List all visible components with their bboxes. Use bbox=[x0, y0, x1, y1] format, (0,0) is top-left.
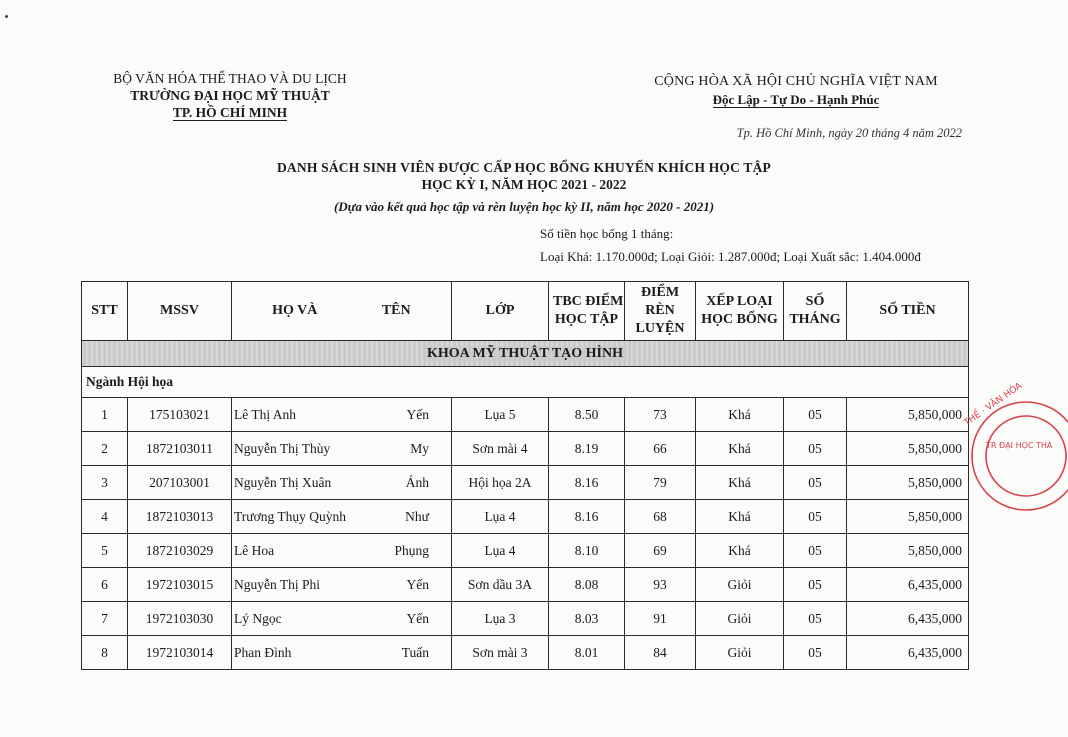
seal-inner-text: TR ĐẠI HỌC THÀ bbox=[986, 441, 1053, 450]
cell-stt: 3 bbox=[82, 466, 128, 500]
cell-tbc: 8.19 bbox=[549, 432, 625, 466]
cell-ho: Lê Thị Anh bbox=[232, 398, 360, 432]
cell-thang: 05 bbox=[784, 432, 847, 466]
cell-thang: 05 bbox=[784, 568, 847, 602]
cell-tien: 6,435,000 bbox=[847, 602, 969, 636]
university-name: TRƯỜNG ĐẠI HỌC MỸ THUẬT bbox=[130, 88, 330, 103]
scholarship-rates: Loại Khá: 1.170.000đ; Loại Giỏi: 1.287.000đ; Loại Xuất sắc: 1.404.000đ bbox=[540, 249, 921, 264]
cell-ho: Lê Hoa bbox=[232, 534, 360, 568]
cell-lop: Lụa 4 bbox=[452, 534, 549, 568]
cell-tbc: 8.16 bbox=[549, 466, 625, 500]
cell-tbc: 8.50 bbox=[549, 398, 625, 432]
col-mssv: MSSV bbox=[128, 282, 232, 341]
cell-stt: 5 bbox=[82, 534, 128, 568]
cell-xep: Khá bbox=[696, 466, 784, 500]
cell-ten: Phụng bbox=[360, 534, 452, 568]
cell-tien: 5,850,000 bbox=[847, 432, 969, 466]
cell-ho: Nguyễn Thị Phi bbox=[232, 568, 360, 602]
cell-mssv: 1872103011 bbox=[128, 432, 232, 466]
cell-ho: Trương Thụy Quỳnh bbox=[232, 500, 360, 534]
cell-thang: 05 bbox=[784, 602, 847, 636]
cell-xep: Khá bbox=[696, 500, 784, 534]
cell-tbc: 8.10 bbox=[549, 534, 625, 568]
major-name: Ngành Hội họa bbox=[82, 367, 969, 398]
cell-ten: My bbox=[360, 432, 452, 466]
table-row bbox=[82, 432, 969, 466]
cell-ten: Tuấn bbox=[360, 636, 452, 670]
cell-lop: Lụa 3 bbox=[452, 602, 549, 636]
cell-stt: 4 bbox=[82, 500, 128, 534]
col-ren-luyen: ĐIỂM RÈN LUYỆN bbox=[625, 282, 696, 341]
semester-title: HỌC KỲ I, NĂM HỌC 2021 - 2022 bbox=[421, 177, 627, 192]
seal-inner-ring bbox=[986, 416, 1066, 496]
cell-xep: Giỏi bbox=[696, 602, 784, 636]
cell-ten: Yến bbox=[360, 568, 452, 602]
cell-ren: 91 bbox=[625, 602, 696, 636]
cell-lop: Lụa 4 bbox=[452, 500, 549, 534]
col-so-thang: SỐ THÁNG bbox=[784, 282, 847, 341]
national-motto: Độc Lập - Tự Do - Hạnh Phúc bbox=[712, 92, 880, 107]
cell-tien: 6,435,000 bbox=[847, 636, 969, 670]
table-row bbox=[82, 602, 969, 636]
national-heading bbox=[636, 73, 956, 109]
cell-thang: 05 bbox=[784, 636, 847, 670]
col-ten: TÊN bbox=[360, 282, 452, 341]
cell-tbc: 8.16 bbox=[549, 500, 625, 534]
col-stt: STT bbox=[82, 282, 128, 341]
cell-xep: Giỏi bbox=[696, 636, 784, 670]
cell-thang: 05 bbox=[784, 534, 847, 568]
cell-lop: Sơn mài 3 bbox=[452, 636, 549, 670]
cell-mssv: 175103021 bbox=[128, 398, 232, 432]
ministry-name: BỘ VĂN HÓA THỂ THAO VÀ DU LỊCH bbox=[113, 71, 347, 86]
cell-stt: 6 bbox=[82, 568, 128, 602]
cell-stt: 8 bbox=[82, 636, 128, 670]
scholarship-table bbox=[81, 281, 969, 670]
col-so-tien: SỐ TIỀN bbox=[847, 282, 969, 341]
scholarship-label: Số tiền học bổng 1 tháng: bbox=[540, 226, 674, 241]
cell-xep: Khá bbox=[696, 534, 784, 568]
cell-lop: Sơn dầu 3A bbox=[452, 568, 549, 602]
cell-thang: 05 bbox=[784, 398, 847, 432]
col-tbc: TBC ĐIỂM HỌC TẬP bbox=[549, 282, 625, 341]
cell-lop: Lụa 5 bbox=[452, 398, 549, 432]
cell-ho: Lý Ngọc bbox=[232, 602, 360, 636]
issuer-block bbox=[80, 70, 380, 121]
col-ho-va: HỌ VÀ bbox=[232, 282, 360, 341]
cell-xep: Khá bbox=[696, 432, 784, 466]
cell-mssv: 1972103030 bbox=[128, 602, 232, 636]
document-title: DANH SÁCH SINH VIÊN ĐƯỢC CẤP HỌC BỔNG KHUYẾN KHÍCH HỌC TẬP bbox=[276, 160, 772, 175]
red-seal-stamp bbox=[958, 381, 1068, 512]
table-row bbox=[82, 636, 969, 670]
cell-tien: 6,435,000 bbox=[847, 568, 969, 602]
cell-ten: Yến bbox=[360, 602, 452, 636]
cell-mssv: 1972103014 bbox=[128, 636, 232, 670]
cell-tien: 5,850,000 bbox=[847, 398, 969, 432]
cell-ho: Phan Đình bbox=[232, 636, 360, 670]
cell-ren: 79 bbox=[625, 466, 696, 500]
cell-lop: Sơn mài 4 bbox=[452, 432, 549, 466]
cell-ren: 66 bbox=[625, 432, 696, 466]
table-row bbox=[82, 398, 969, 432]
cell-ten: Như bbox=[360, 500, 452, 534]
cell-mssv: 1972103015 bbox=[128, 568, 232, 602]
table-header-row bbox=[82, 282, 969, 341]
cell-ho: Nguyễn Thị Thùy bbox=[232, 432, 360, 466]
cell-ren: 93 bbox=[625, 568, 696, 602]
cell-stt: 1 bbox=[82, 398, 128, 432]
cell-ren: 69 bbox=[625, 534, 696, 568]
cell-lop: Hội họa 2A bbox=[452, 466, 549, 500]
cell-tien: 5,850,000 bbox=[847, 534, 969, 568]
cell-tbc: 8.08 bbox=[549, 568, 625, 602]
cell-tbc: 8.03 bbox=[549, 602, 625, 636]
cell-ten: Ánh bbox=[360, 466, 452, 500]
cell-ren: 73 bbox=[625, 398, 696, 432]
faculty-row bbox=[82, 341, 969, 367]
col-lop: LỚP bbox=[452, 282, 549, 341]
basis-note: (Dựa vào kết quả học tập và rèn luyện học kỳ II, năm học 2020 - 2021) bbox=[333, 199, 715, 214]
cell-stt: 7 bbox=[82, 602, 128, 636]
cell-ren: 68 bbox=[625, 500, 696, 534]
faculty-name: KHOA MỸ THUẬT TẠO HÌNH bbox=[423, 346, 627, 361]
cell-tien: 5,850,000 bbox=[847, 466, 969, 500]
cell-tbc: 8.01 bbox=[549, 636, 625, 670]
col-xep-loai: XẾP LOẠI HỌC BỔNG bbox=[696, 282, 784, 341]
cell-ren: 84 bbox=[625, 636, 696, 670]
table-row bbox=[82, 534, 969, 568]
seal-outer-text: THỂ · VĂN HÓA bbox=[962, 381, 1025, 429]
scan-speck bbox=[5, 15, 8, 18]
cell-tien: 5,850,000 bbox=[847, 500, 969, 534]
cell-stt: 2 bbox=[82, 432, 128, 466]
major-row bbox=[82, 367, 969, 398]
cell-xep: Khá bbox=[696, 398, 784, 432]
country-name: CỘNG HÒA XÃ HỘI CHỦ NGHĨA VIỆT NAM bbox=[654, 74, 938, 89]
table-row bbox=[82, 568, 969, 602]
cell-xep: Giỏi bbox=[696, 568, 784, 602]
cell-ten: Yến bbox=[360, 398, 452, 432]
cell-mssv: 207103001 bbox=[128, 466, 232, 500]
cell-mssv: 1872103013 bbox=[128, 500, 232, 534]
city-name: TP. HỒ CHÍ MINH bbox=[172, 105, 288, 120]
table-row bbox=[82, 500, 969, 534]
table-row bbox=[82, 466, 969, 500]
date-line: Tp. Hồ Chí Minh, ngày 20 tháng 4 năm 2022 bbox=[736, 126, 962, 140]
cell-ho: Nguyễn Thị Xuân bbox=[232, 466, 360, 500]
cell-mssv: 1872103029 bbox=[128, 534, 232, 568]
cell-thang: 05 bbox=[784, 500, 847, 534]
cell-thang: 05 bbox=[784, 466, 847, 500]
